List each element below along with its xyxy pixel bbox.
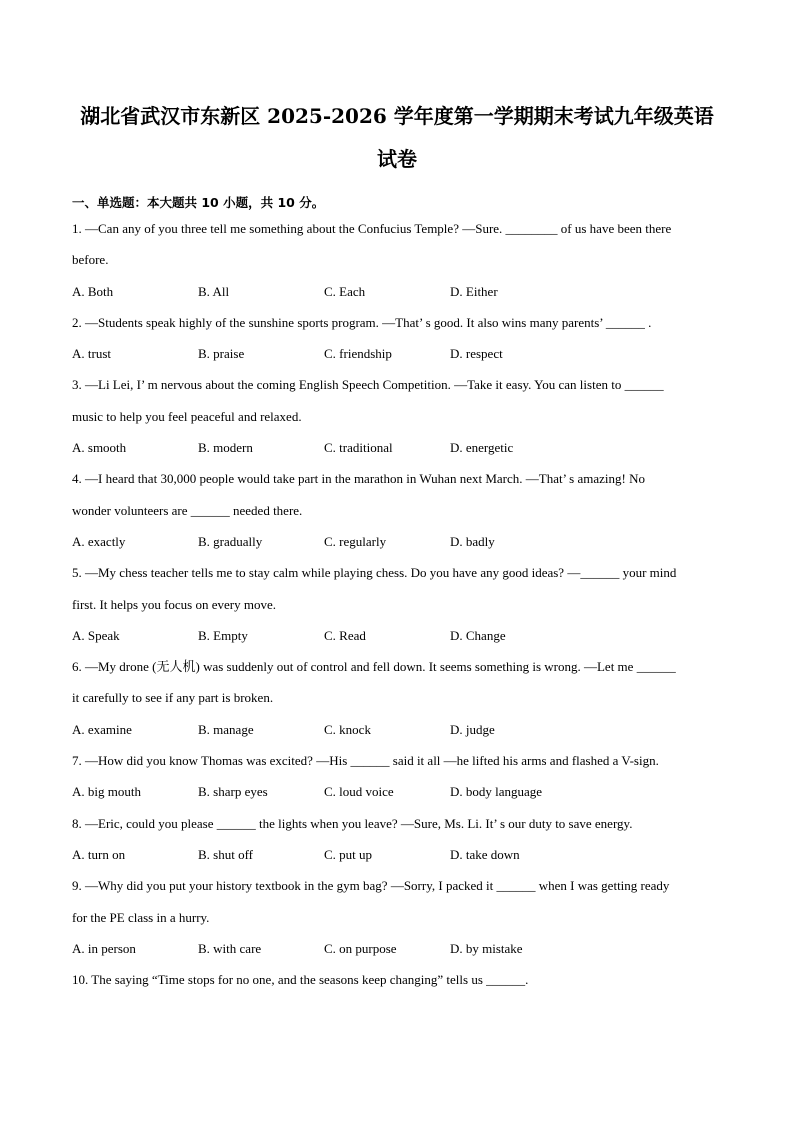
question-item [72, 307, 722, 370]
question-item [72, 369, 722, 463]
question-item [72, 745, 722, 808]
answer-option: C. Each [324, 283, 366, 299]
question-item [72, 463, 722, 557]
answer-option: A. smooth [72, 440, 127, 456]
question-item [72, 213, 722, 307]
question-text-line: 2. —Students speak highly of the sunshine sports program. —That’ s good. It also wins many parents’ ______ . [72, 314, 652, 330]
question-text-line: 9. —Why did you put your history textbook in the gym bag? —Sorry, I packed it ______ when I was getting ready [72, 878, 670, 894]
answer-option: C. put up [324, 846, 373, 862]
answer-option: D. by mistake [450, 940, 523, 956]
answer-option: C. on purpose [324, 940, 397, 956]
question-item [72, 870, 722, 964]
answer-option: B. manage [198, 721, 254, 737]
answer-options [72, 839, 722, 870]
question-text-line: 8. —Eric, could you please ______ the lights when you leave? —Sure, Ms. Li. It’ s our duty to save energy. [72, 815, 633, 831]
question-item [72, 964, 722, 995]
answer-option: A. exactly [72, 533, 126, 549]
question-text-line: 6. —My drone (无人机) was suddenly out of control and fell down. It seems something is wrong. —Let me ______ [72, 659, 676, 675]
answer-option: C. loud voice [324, 784, 394, 800]
question-item [72, 557, 722, 651]
answer-options [72, 338, 722, 369]
answer-option: A. big mouth [72, 784, 141, 800]
answer-option: D. energetic [450, 440, 514, 456]
exam-title [72, 95, 722, 181]
answer-options [72, 276, 722, 307]
answer-option: D. take down [450, 846, 520, 862]
answer-option: A. examine [72, 721, 132, 737]
question-text-line: 4. —I heard that 30,000 people would take part in the marathon in Wuhan next March. —That’ s amazing! No [72, 471, 645, 487]
answer-options [72, 620, 722, 651]
answer-option: D. Change [450, 627, 506, 643]
question-text-line: for the PE class in a hurry. [72, 909, 210, 925]
question-text-line: first. It helps you focus on every move. [72, 596, 276, 612]
answer-option: A. Speak [72, 627, 120, 643]
answer-option: B. modern [198, 440, 253, 456]
answer-option: C. knock [324, 721, 371, 737]
answer-options [72, 933, 722, 964]
answer-option: B. All [198, 283, 230, 299]
answer-option: A. trust [72, 346, 111, 362]
exam-title-line-1: 湖北省武汉市东新区 2025-2026 学年度第一学期期末考试九年级英语 [80, 104, 714, 128]
answer-options [72, 776, 722, 807]
exam-title-line-2: 试卷 [377, 147, 417, 171]
answer-option: D. body language [450, 784, 543, 800]
answer-options [72, 432, 722, 463]
question-text-line: wonder volunteers are ______ needed there. [72, 502, 303, 518]
answer-options [72, 526, 722, 557]
answer-option: B. sharp eyes [198, 784, 268, 800]
question-text-line: before. [72, 252, 109, 268]
answer-option: A. in person [72, 940, 136, 956]
answer-option: A. turn on [72, 846, 126, 862]
section-heading: 一、单选题：本大题共 10 小题，共 10 分。 [72, 195, 325, 210]
question-text-line: 1. —Can any of you three tell me something about the Confucius Temple? —Sure. ________ of us have been there [72, 221, 672, 236]
answer-option: A. Both [72, 283, 114, 299]
answer-option: B. praise [198, 346, 245, 362]
answer-option: B. with care [198, 940, 262, 956]
question-item [72, 651, 722, 745]
question-text-line: 7. —How did you know Thomas was excited? —His ______ said it all —he lifted his arms and flashed a V-sign. [72, 753, 659, 769]
answer-option: D. judge [450, 721, 495, 737]
answer-option: B. gradually [198, 533, 263, 549]
question-text-line: 5. —My chess teacher tells me to stay calm while playing chess. Do you have any good ideas? —______ your mind [72, 565, 677, 581]
answer-option: B. Empty [198, 627, 248, 643]
answer-option: C. Read [324, 627, 366, 643]
answer-option: C. traditional [324, 440, 393, 456]
answer-option: C. regularly [324, 533, 387, 549]
question-text-line: 10. The saying “Time stops for no one, and the seasons keep changing” tells us ______. [72, 972, 529, 988]
question-list [72, 213, 722, 995]
answer-option: D. Either [450, 283, 498, 299]
answer-option: D. badly [450, 533, 495, 549]
question-text-line: it carefully to see if any part is broken. [72, 690, 274, 706]
answer-option: D. respect [450, 346, 503, 362]
question-text-line: 3. —Li Lei, I’ m nervous about the coming English Speech Competition. —Take it easy. You can listen to ______ [72, 377, 664, 393]
answer-option: B. shut off [198, 846, 254, 862]
answer-option: C. friendship [324, 346, 392, 362]
question-text-line: music to help you feel peaceful and relaxed. [72, 408, 302, 424]
question-item [72, 808, 722, 871]
answer-options [72, 714, 722, 745]
